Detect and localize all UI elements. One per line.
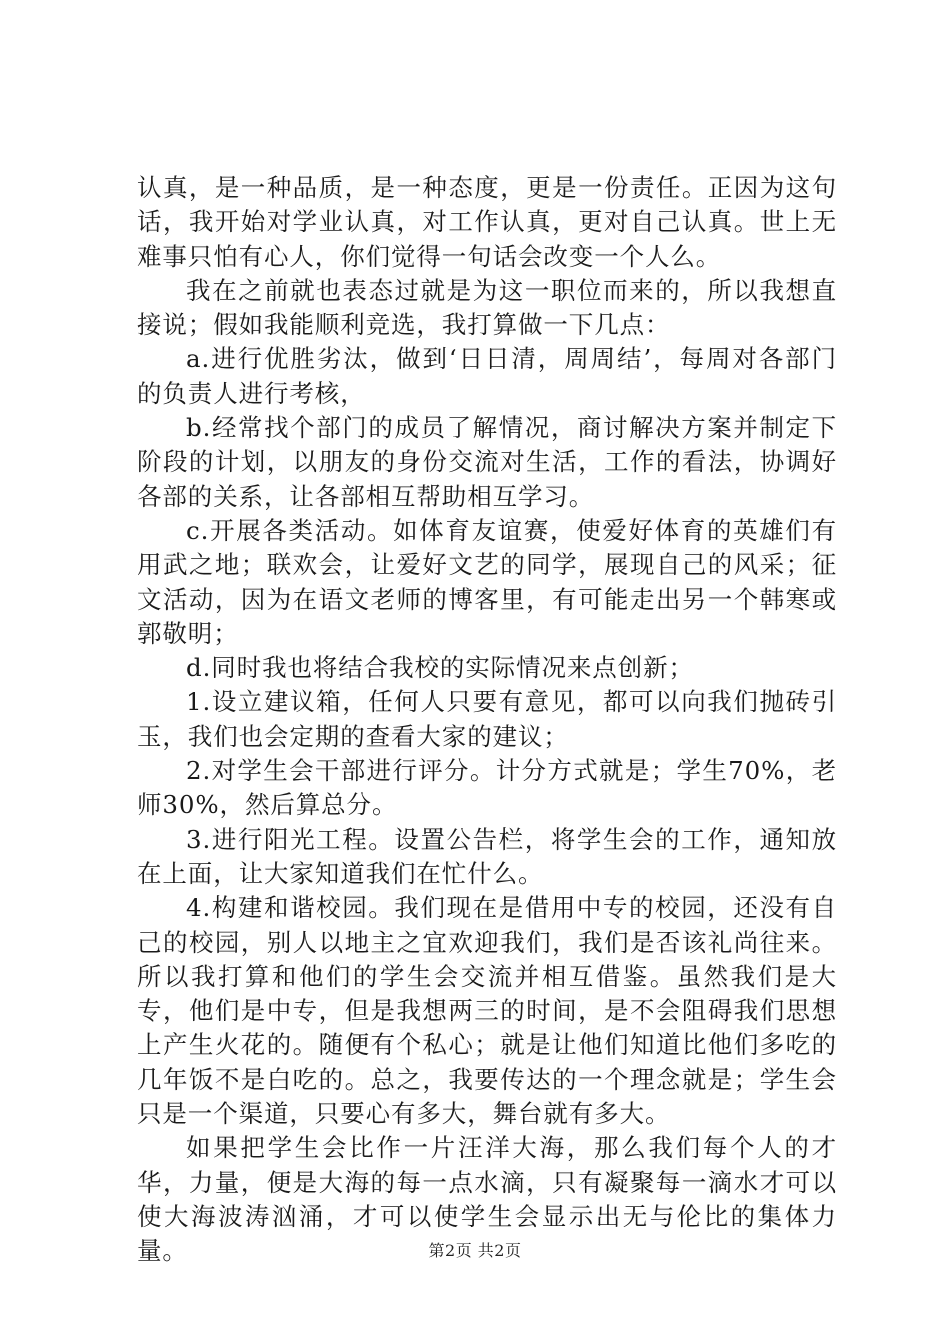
paragraph-2: 我在之前就也表态过就是为这一职位而来的，所以我想直接说；假如我能顺利竞选，我打算做一下几点：	[137, 275, 837, 340]
paragraph-item-d: d.同时我也将结合我校的实际情况来点创新；	[186, 653, 694, 683]
paragraph-item-4: 4.构建和谐校园。我们现在是借用中专的校园，还没有自己的校园，别人以地主之宜欢迎我们，我们是否该礼尚往来。所以我打算和他们的学生会交流并相互借鉴。虽然我们是大专，他们是中专，但是我想两三的时间，是不会阻碍我们思想上产生火花的。随便有个私心；就是让他们知道比他们多吃的几年饭不是白吃的。总之，我要传达的一个理念就是；学生会只是一个渠道，只要心有多大，舞台就有多大。	[137, 893, 837, 1129]
document-body	[137, 171, 837, 1269]
paragraph-1: 认真，是一种品质，是一种态度，更是一份责任。正因为这句话，我开始对学业认真，对工作认真，更对自己认真。世上无难事只怕有心人，你们觉得一句话会改变一个人么。	[137, 173, 837, 271]
paragraph-item-2: 2.对学生会干部进行评分。计分方式就是；学生70%，老师30%，然后算总分。	[137, 756, 837, 820]
page-footer: 第2页 共2页	[428, 1241, 522, 1260]
paragraph-item-c: c.开展各类活动。如体育友谊赛，使爱好体育的英雄们有用武之地；联欢会，让爱好文艺的同学，展现自己的风采；征文活动，因为在语文老师的博客里，有可能走出另一个韩寒或郭敬明；	[137, 515, 837, 648]
paragraph-item-a: a.进行优胜劣汰，做到‘日日清，周周结’，每周对各部门的负责人进行考核，	[137, 344, 837, 408]
paragraph-item-b: b.经常找个部门的成员了解情况，商讨解决方案并制定下阶段的计划，以朋友的身份交流对生活，工作的看法，协调好各部的关系，让各部相互帮助相互学习。	[137, 413, 837, 511]
paragraph-closing: 如果把学生会比作一片汪洋大海，那么我们每个人的才华，力量，便是大海的每一点水滴，只有凝聚每一滴水才可以使大海波涛汹涌，才可以使学生会显示出无与伦比的集体力量。	[137, 1133, 837, 1266]
paragraph-item-1: 1.设立建议箱，任何人只要有意见，都可以向我们抛砖引玉，我们也会定期的查看大家的建议；	[137, 687, 837, 751]
paragraph-item-3: 3.进行阳光工程。设置公告栏，将学生会的工作，通知放在上面，让大家知道我们在忙什么。	[137, 824, 837, 888]
